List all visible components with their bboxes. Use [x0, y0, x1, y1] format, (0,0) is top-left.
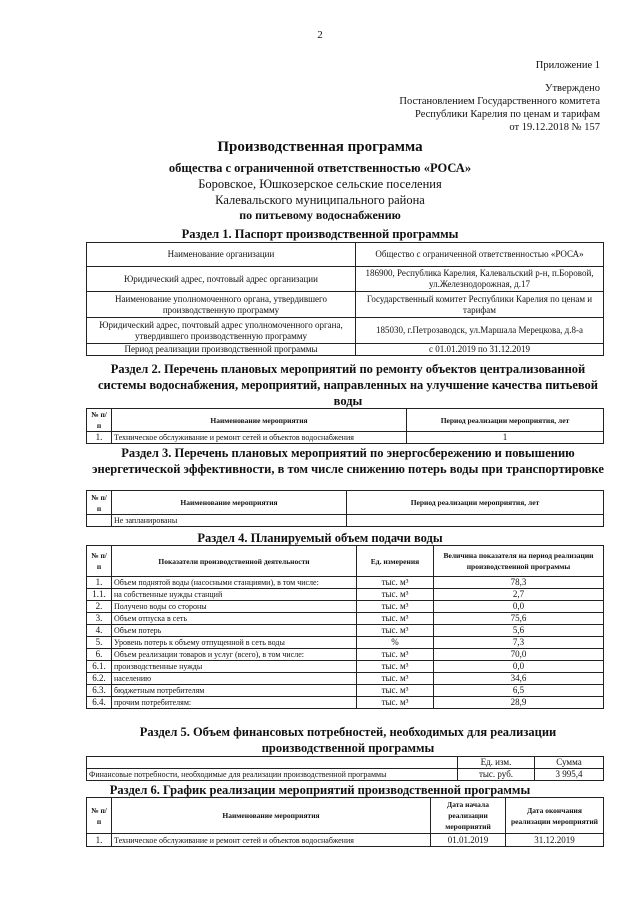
appendix-block — [399, 59, 600, 134]
table-row — [87, 625, 604, 637]
energy-measures-table — [86, 490, 604, 527]
organization-name: общества с ограниченной ответственностью «РОСА» — [168, 161, 472, 175]
row-start: 01.01.2019 — [431, 834, 506, 847]
row-name: производственные нужды — [112, 661, 357, 673]
col-num-header: № п/п — [87, 546, 112, 577]
row-num: 1. — [87, 577, 112, 589]
table-row — [87, 601, 604, 613]
section2-heading: Раздел 2. Перечень плановых мероприятий по ремонту объектов централизованной системы водоснабжения, мероприятий, направленных на улучшение качества питьевой воды — [97, 362, 599, 408]
row-period — [347, 515, 604, 527]
row-num: 6.3. — [87, 685, 112, 697]
row-value: 75,6 — [434, 613, 604, 625]
row-unit: тыс. руб. — [458, 769, 535, 781]
approval-line-2: Республики Карелия по ценам и тарифам — [415, 109, 600, 120]
row-num: 2. — [87, 601, 112, 613]
schedule-table — [86, 797, 604, 847]
row-num: 6.4. — [87, 697, 112, 709]
row-name: бюджетным потребителям — [112, 685, 357, 697]
section5-heading: Раздел 5. Объем финансовых потребностей, необходимых для реализации производственной программы — [139, 725, 557, 755]
section1-heading: Раздел 1. Паспорт производственной программы — [181, 227, 459, 241]
row-num: 4. — [87, 625, 112, 637]
row-num: 1. — [87, 834, 112, 847]
table-row — [87, 834, 604, 847]
row-unit: тыс. м³ — [357, 697, 434, 709]
col-num-header: № п/п — [87, 798, 112, 834]
table-row — [87, 769, 604, 781]
table-row — [87, 292, 604, 318]
table-header-row — [87, 757, 604, 769]
row-name: Финансовые потребности, необходимые для реализации производственной программы — [87, 769, 458, 781]
row-value: 0,0 — [434, 661, 604, 673]
col-name-header: Показатели производственной деятельности — [112, 546, 357, 577]
row-unit: тыс. м³ — [357, 589, 434, 601]
program-scope: по питьевому водоснабжению — [239, 208, 401, 222]
table-row — [87, 318, 604, 344]
row-value: 2,7 — [434, 589, 604, 601]
col-start-header: Дата начала реализации мероприятий — [431, 798, 506, 834]
passport-label: Наименование организации — [87, 243, 356, 267]
row-unit: тыс. м³ — [357, 673, 434, 685]
table-row — [87, 637, 604, 649]
row-value: 0,0 — [434, 601, 604, 613]
passport-label: Юридический адрес, почтовый адрес уполномоченного органа, утвердившего производственную программу — [87, 318, 356, 344]
table-row — [87, 432, 604, 444]
document-title: Производственная программа — [217, 139, 423, 155]
row-name: Объем потерь — [112, 625, 357, 637]
table-header-row — [87, 798, 604, 834]
location-block — [0, 176, 640, 208]
row-name: населению — [112, 673, 357, 685]
col-name-header: Наименование мероприятия — [112, 798, 431, 834]
row-name: Техническое обслуживание и ремонт сетей и объектов водоснабжения — [112, 834, 431, 847]
row-num: 3. — [87, 613, 112, 625]
table-row — [87, 577, 604, 589]
row-name: Объем реализации товаров и услуг (всего), в том числе: — [112, 649, 357, 661]
row-unit: тыс. м³ — [357, 577, 434, 589]
row-sum: 3 995,4 — [535, 769, 604, 781]
passport-value: Государственный комитет Республики Карелия по ценам и тарифам — [356, 292, 604, 318]
page-number: 2 — [317, 29, 323, 41]
row-name: Не запланированы — [112, 515, 347, 527]
row-name: Объем отпуска в сеть — [112, 613, 357, 625]
row-name: Техническое обслуживание и ремонт сетей и объектов водоснабжения — [112, 432, 407, 444]
row-value: 70,0 — [434, 649, 604, 661]
passport-value: с 01.01.2019 по 31.12.2019 — [356, 344, 604, 356]
location-line-2: Калевальского муниципального района — [215, 193, 425, 207]
table-row — [87, 267, 604, 292]
col-unit-header: Ед. измерения — [357, 546, 434, 577]
row-unit: тыс. м³ — [357, 625, 434, 637]
passport-value: 186900, Республика Карелия, Калевальский р-н, п.Боровой, ул.Железнодорожная, д.17 — [356, 267, 604, 292]
table-row — [87, 685, 604, 697]
col-unit-header: Ед. изм. — [458, 757, 535, 769]
row-num: 5. — [87, 637, 112, 649]
row-name: прочим потребителям: — [112, 697, 357, 709]
passport-label: Период реализации производственной программы — [87, 344, 356, 356]
passport-value: 185030, г.Петрозаводск, ул.Маршала Мерецкова, д.8-а — [356, 318, 604, 344]
table-row — [87, 243, 604, 267]
row-value: 6,5 — [434, 685, 604, 697]
location-line-1: Боровское, Юшкозерское сельские поселения — [198, 177, 442, 191]
col-period-header: Период реализации мероприятия, лет — [347, 491, 604, 515]
row-unit: тыс. м³ — [357, 661, 434, 673]
col-end-header: Дата окончания реализации мероприятий — [506, 798, 604, 834]
row-num: 6.1. — [87, 661, 112, 673]
appendix-title: Приложение 1 — [535, 60, 600, 71]
empty-header-cell — [87, 757, 458, 769]
financial-table — [86, 756, 604, 781]
passport-label: Юридический адрес, почтовый адрес организации — [87, 267, 356, 292]
table-header-row — [87, 409, 604, 432]
passport-label: Наименование уполномоченного органа, утвердившего производственную программу — [87, 292, 356, 318]
table-header-row — [87, 491, 604, 515]
table-header-row — [87, 546, 604, 577]
col-name-header: Наименование мероприятия — [112, 491, 347, 515]
section3-heading: Раздел 3. Перечень плановых мероприятий по энергосбережению и повышению энергетической эффективности, в том числе снижению потерь воды при транспортировке — [92, 446, 604, 476]
row-value: 5,6 — [434, 625, 604, 637]
table-row — [87, 673, 604, 685]
row-value: 78,3 — [434, 577, 604, 589]
passport-value: Общество с ограниченной ответственностью «РОСА» — [356, 243, 604, 267]
section4-heading: Раздел 4. Планируемый объем подачи воды — [197, 531, 443, 545]
row-value: 34,6 — [434, 673, 604, 685]
row-end: 31.12.2019 — [506, 834, 604, 847]
row-value: 7,3 — [434, 637, 604, 649]
water-supply-table — [86, 545, 604, 709]
table-row — [87, 649, 604, 661]
row-unit: % — [357, 637, 434, 649]
col-period-header: Период реализации мероприятия, лет — [407, 409, 604, 432]
repair-measures-table — [86, 408, 604, 444]
row-num — [87, 515, 112, 527]
row-num: 1. — [87, 432, 112, 444]
col-num-header: № п/п — [87, 491, 112, 515]
row-period: 1 — [407, 432, 604, 444]
row-name: Получено воды со стороны — [112, 601, 357, 613]
row-name: Объем поднятой воды (насосными станциями), в том числе: — [112, 577, 357, 589]
table-row — [87, 589, 604, 601]
row-unit: тыс. м³ — [357, 613, 434, 625]
table-row — [87, 697, 604, 709]
row-name: на собственные нужды станций — [112, 589, 357, 601]
table-row — [87, 515, 604, 527]
passport-table — [86, 242, 604, 356]
table-row — [87, 344, 604, 356]
col-value-header: Величина показателя на период реализации производственной программы — [434, 546, 604, 577]
row-num: 6. — [87, 649, 112, 661]
approved-label: Утверждено — [545, 83, 600, 94]
section6-heading: Раздел 6. График реализации мероприятий производственной программы — [109, 783, 531, 797]
col-name-header: Наименование мероприятия — [112, 409, 407, 432]
approval-line-1: Постановлением Государственного комитета — [399, 96, 600, 107]
approval-line-3: от 19.12.2018 № 157 — [509, 122, 600, 133]
water-supply-body — [87, 577, 604, 709]
row-unit: тыс. м³ — [357, 601, 434, 613]
row-value: 28,9 — [434, 697, 604, 709]
row-name: Уровень потерь к объему отпущенной в сеть воды — [112, 637, 357, 649]
row-num: 1.1. — [87, 589, 112, 601]
table-row — [87, 661, 604, 673]
col-num-header: № п/п — [87, 409, 112, 432]
row-unit: тыс. м³ — [357, 685, 434, 697]
row-unit: тыс. м³ — [357, 649, 434, 661]
col-sum-header: Сумма — [535, 757, 604, 769]
table-row — [87, 613, 604, 625]
row-num: 6.2. — [87, 673, 112, 685]
